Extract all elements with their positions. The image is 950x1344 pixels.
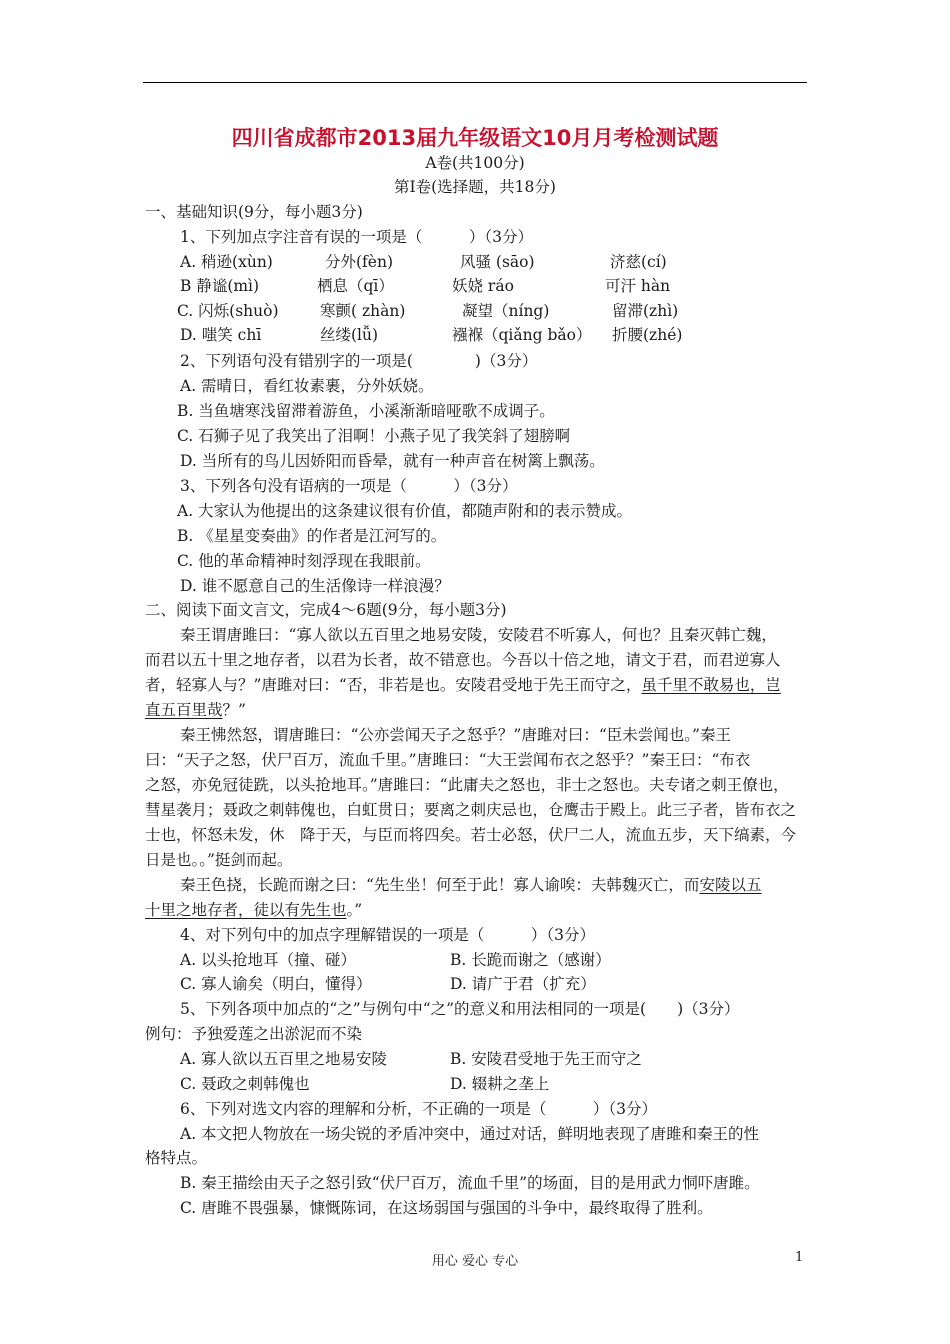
q1-option-a-3: 风骚 (sāo)	[460, 253, 535, 271]
q4-option-c: C. 寡人谕矣（明白，懂得）	[180, 975, 372, 993]
passage-p2-line2: 曰：“天子之怒，伏尸百万，流血千里。”唐雎曰：“大王尝闻布衣之怒乎？”秦王曰：“布衣	[145, 751, 751, 769]
q6-option-a-line2: 格特点。	[145, 1149, 208, 1167]
header-rule	[143, 82, 807, 83]
passage-p2-line5: 士也，怀怒未发，休 降于天，与臣而将四矣。若士必怒，伏尸二人，流血五步，天下缟素，今	[145, 826, 797, 844]
q5-option-d: D. 辍耕之垄上	[450, 1075, 550, 1093]
q1-option-b-1: B 静谧(mì)	[180, 277, 260, 295]
q3-option-a: A. 大家认为他提出的这条建议很有价值，都随声附和的表示赞成。	[177, 502, 633, 520]
passage-p1-line2: 而君以五十里之地存者，以君为长者，故不错意也。今吾以十倍之地，请文于君，而君逆寡人	[145, 651, 781, 669]
passage-p3-line1	[180, 875, 761, 895]
section-a-heading: A卷(共100分)	[425, 154, 525, 172]
page-title: 四川省成都市2013届九年级语文10月月考检测试题	[231, 126, 719, 150]
q1-option-a-2: 分外(fèn)	[325, 253, 393, 271]
passage-p1-line3-text: 者，轻寡人与？”唐雎对曰：“否，非若是也。安陵君受地于先王而守之，	[145, 676, 642, 694]
question-4: 4、对下列句中的加点字理解错误的一项是（ ）（3分）	[180, 926, 595, 944]
q5-option-c: C. 聂政之刺韩傀也	[180, 1075, 310, 1093]
q1-option-d-3: 襁褓（qiǎng bǎo）	[452, 326, 592, 344]
q6-option-c: C. 唐雎不畏强暴，慷慨陈词，在这场弱国与强国的斗争中，最终取得了胜利。	[180, 1199, 713, 1217]
q1-option-b-4: 可汗 hàn	[605, 277, 671, 295]
underlined-sentence-1a: 虽千里不敢易也，岂	[641, 676, 781, 694]
q5-option-a: A. 寡人欲以五百里之地易安陵	[180, 1050, 388, 1068]
underlined-sentence-2a: 安陵以五	[699, 876, 762, 894]
q2-option-b: B. 当鱼塘寒浅留滞着游鱼，小溪渐渐暗哑歌不成调子。	[177, 402, 555, 420]
page-number: 1	[795, 1250, 804, 1265]
q6-option-b: B. 秦王描绘由天子之怒引致“伏尸百万，流血千里”的场面，目的是用武力恫吓唐雎。	[180, 1174, 760, 1192]
q4-option-b: B. 长跪而谢之（感谢）	[450, 951, 611, 969]
section-2-heading: 二、阅读下面文言文，完成4～6题(9分，每小题3分)	[145, 601, 507, 619]
q1-option-c-2: 寒颤( zhàn)	[320, 302, 406, 320]
q1-option-c-1: C. 闪烁(shuò)	[177, 302, 279, 320]
passage-p1-line1: 秦王谓唐雎曰：“寡人欲以五百里之地易安陵，安陵君不听寡人，何也？且秦灭韩亡魏，	[180, 626, 777, 644]
question-5: 5、下列各项中加点的“之”与例句中“之”的意义和用法相同的一项是( )（3分）	[180, 1000, 740, 1018]
q5-option-b: B. 安陵君受地于先王而守之	[450, 1050, 642, 1068]
passage-p2-line6: 日是也。。”挺剑而起。	[145, 851, 293, 869]
q2-option-d: D. 当所有的鸟儿因娇阳而昏晕，就有一种声音在树篱上飘荡。	[180, 452, 605, 470]
q2-option-a: A. 需晴日，看红妆素裹，分外妖娆。	[180, 377, 434, 395]
q3-option-b: B. 《星星变奏曲》的作者是江河写的。	[177, 527, 447, 545]
part-one-heading: 第Ⅰ卷(选择题，共18分)	[394, 178, 556, 196]
passage-p1-line3	[145, 675, 781, 695]
q1-option-c-4: 留滞(zhì)	[612, 302, 679, 320]
q4-option-a: A. 以头抢地耳（撞、碰）	[180, 951, 357, 969]
section-1-heading: 一、基础知识(9分，每小题3分)	[145, 203, 363, 221]
passage-p3-line2	[145, 900, 362, 920]
passage-p2-line1: 秦王怫然怒，谓唐雎曰：“公亦尝闻天子之怒乎？”唐雎对曰：“臣未尝闻也。”秦王	[180, 726, 731, 744]
q2-option-c: C. 石狮子见了我笑出了泪啊！小燕子见了我笑斜了翅膀啊	[177, 427, 571, 445]
passage-p2-line3: 之怒，亦免冠徒跣，以头抢地耳。”唐雎曰：“此庸夫之怒也，非士之怒也。夫专诸之刺王僚也，	[145, 776, 789, 794]
q4-option-d: D. 请广于君（扩充）	[450, 975, 596, 993]
q1-option-d-4: 折腰(zhé)	[612, 326, 683, 344]
q1-option-c-3: 凝望（níng)	[462, 302, 550, 320]
q3-option-d: D. 谁不愿意自己的生活像诗一样浪漫？	[180, 577, 450, 595]
underlined-sentence-1b: 直五百里哉	[145, 701, 223, 719]
passage-p3-line2-tail: 。”	[346, 901, 363, 919]
passage-p3-line1-text: 秦王色挠，长跪而谢之曰：“先生坐！何至于此！寡人谕唉：夫韩魏灭亡，而	[180, 876, 700, 894]
q1-option-d-2: 丝缕(lǚ)	[320, 326, 379, 344]
q1-option-d-1: D. 嗤笑 chī	[180, 326, 262, 344]
q1-option-b-3: 妖娆 ráo	[452, 277, 514, 295]
question-1: 1、下列加点字注音有误的一项是（ ）（3分）	[180, 228, 533, 246]
q5-example: 例句：予独爱莲之出淤泥而不染	[145, 1025, 363, 1043]
question-2: 2、下列语句没有错别字的一项是( )（3分）	[180, 352, 538, 370]
passage-p2-line4: 彗星袭月；聂政之刺韩傀也，白虹贯日；要离之刺庆忌也，仓鹰击于殿上。此三子者，皆布衣之	[145, 801, 797, 819]
question-6: 6、下列对选文内容的理解和分析，不正确的一项是（ ）（3分）	[180, 1100, 657, 1118]
q1-option-b-2: 栖息（qī）	[317, 277, 394, 295]
page-footer: 用心 爱心 专心	[431, 1254, 519, 1269]
q1-option-a-4: 济慈(cí)	[610, 253, 667, 271]
q6-option-a-line1: A. 本文把人物放在一场尖锐的矛盾冲突中，通过对话，鲜明地表现了唐雎和秦王的性	[180, 1125, 760, 1143]
q3-option-c: C. 他的革命精神时刻浮现在我眼前。	[177, 552, 431, 570]
passage-p1-line4-tail: ？”	[222, 701, 246, 719]
passage-p1-line4	[145, 700, 246, 720]
question-3: 3、下列各句没有语病的一项是（ ）（3分）	[180, 477, 518, 495]
q1-option-a-1: A. 稍逊(xùn)	[180, 253, 273, 271]
underlined-sentence-2b: 十里之地存者，徒以有先生也	[145, 901, 347, 919]
